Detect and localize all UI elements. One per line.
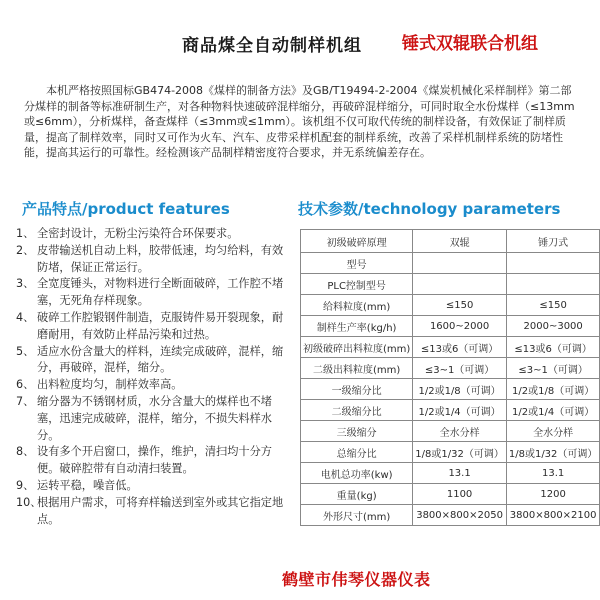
feature-text: 设有多个开启窗口，操作，维护，清扫均十分方便。破碎腔带有自动清扫装置。 [37, 445, 272, 476]
features-list [16, 226, 291, 528]
table-row [301, 337, 600, 358]
table-row [301, 253, 600, 274]
feature-item [16, 444, 291, 478]
feature-text: 破碎工作腔锻钢件制造，克服铸件易开裂现象，耐磨耐用，有效防止样品污染和过热。 [37, 310, 284, 341]
table-cell-hammer: 3800×800×2100 [506, 505, 600, 526]
table-cell-hammer: ≤13或6（可调） [506, 337, 600, 358]
feature-item [16, 226, 291, 243]
table-row [301, 463, 600, 484]
table-cell-double-roller: 1/2或1/8（可调） [413, 379, 507, 400]
table-cell-hammer: 1/8或1/32（可调） [506, 442, 600, 463]
table-cell-hammer: 2000~3000 [506, 316, 600, 337]
feature-number: 4、 [16, 310, 35, 324]
table-cell-double-roller: ≤3~1（可调） [413, 358, 507, 379]
table-cell-double-roller: 全水分样 [413, 421, 507, 442]
table-cell-double-roller: 1/8或1/32（可调） [413, 442, 507, 463]
page-title: 商品煤全自动制样机组 [182, 36, 362, 56]
table-cell-hammer: ≤3~1（可调） [506, 358, 600, 379]
feature-number: 5、 [16, 344, 35, 358]
table-row [301, 316, 600, 337]
table-cell-label: 型号 [301, 253, 413, 274]
feature-text: 根据用户需求，可将弃样输送到室外或其它指定地点。 [37, 495, 284, 526]
table-cell-label: 外形尺寸(mm) [301, 505, 413, 526]
feature-text: 出料粒度均匀，制样效率高。 [37, 378, 183, 392]
table-row [301, 358, 600, 379]
feature-text: 皮带输送机自动上料，胶带低速，均匀给料，有效防堵，保证正常运行。 [37, 243, 284, 274]
feature-item [16, 478, 291, 495]
feature-item [16, 495, 291, 529]
table-cell-double-roller: 1/2或1/4（可调） [413, 400, 507, 421]
table-row [301, 379, 600, 400]
table-cell-double-roller: 3800×800×2050 [413, 505, 507, 526]
table-cell-label: 三级缩分 [301, 421, 413, 442]
feature-text: 全密封设计，无粉尘污染符合环保要求。 [37, 227, 239, 240]
intro-paragraph: 本机严格按照国标GB474-2008《煤样的制备方法》及GB/T19494-2-2004《煤炭机械化采样制样》第二部分煤样的制备等标准研制生产，对各种物料快速破碎混样缩分，再破碎混样缩分，可同时取全水份煤样（≤13mm或≤6mm），分析煤样，备查煤样（≤3mm或≤1mm）。该机组不仅可取代传统的制样设备，有效保证了制样质量，提高了制样效率，同时又可作为火车、汽车、皮带采样机配套的制样系统，改善了采样机制样系统的防堵性能，提高其运行的可靠性。经检测该产品制样精密度符合要求，并无系统偏差存在。 [24, 84, 575, 160]
table-cell-hammer: 13.1 [506, 463, 600, 484]
feature-number: 7、 [16, 394, 35, 408]
tech-params-table [300, 229, 600, 526]
feature-number: 8、 [16, 445, 35, 459]
table-row [301, 421, 600, 442]
feature-number: 10、 [16, 495, 42, 509]
feature-number: 2、 [16, 243, 35, 257]
table-cell-label: 电机总功率(kw) [301, 463, 413, 484]
model-subtitle: 锤式双辊联合机组 [402, 34, 538, 54]
feature-text: 适应水份含量大的样料，连续完成破碎，混样，缩分，再破碎，混样，缩分。 [37, 344, 284, 375]
table-cell-hammer: 全水分样 [506, 421, 600, 442]
feature-item [16, 276, 291, 310]
table-cell-double-roller [413, 274, 507, 295]
feature-number: 6、 [16, 378, 35, 392]
feature-number: 9、 [16, 478, 35, 492]
table-cell-label: 初级破碎出料粒度(mm) [301, 337, 413, 358]
feature-text: 运转平稳，噪音低。 [37, 478, 138, 492]
features-heading: 产品特点/product features [22, 200, 230, 218]
feature-text: 全宽度锤头，对物料进行全断面破碎，工作腔不堵塞，无死角存样现象。 [37, 277, 284, 308]
table-cell-label: 二级出料粒度(mm) [301, 358, 413, 379]
table-cell-double-roller: 13.1 [413, 463, 507, 484]
table-cell-label: 制样生产率(kg/h) [301, 316, 413, 337]
table-cell-double-roller [413, 253, 507, 274]
table-row [301, 505, 600, 526]
tech-params-heading: 技术参数/technology parameters [298, 200, 561, 218]
table-cell-label: 重量(kg) [301, 484, 413, 505]
table-cell-label: 初级破碎原理 [301, 230, 413, 253]
table-cell-label: 二级缩分比 [301, 400, 413, 421]
table-cell-hammer: 锤刀式 [506, 230, 600, 253]
table-cell-hammer [506, 253, 600, 274]
table-cell-label: 一级缩分比 [301, 379, 413, 400]
table-cell-hammer: 1/2或1/4（可调） [506, 400, 600, 421]
table-cell-label: 给料粒度(mm) [301, 295, 413, 316]
table-cell-hammer [506, 274, 600, 295]
table-header-row [301, 230, 600, 253]
feature-item [16, 377, 291, 394]
table-cell-label: PLC控制型号 [301, 274, 413, 295]
table-cell-hammer: 1200 [506, 484, 600, 505]
feature-text: 缩分器为不锈钢材质，水分含量大的煤样也不堵塞，迅速完成破碎，混样，缩分，不损失料样水分。 [37, 394, 272, 442]
feature-item [16, 344, 291, 378]
table-row [301, 274, 600, 295]
company-name: 鹤壁市伟琴仪器仪表 [282, 570, 431, 589]
feature-number: 3、 [16, 277, 35, 291]
table-cell-double-roller: ≤150 [413, 295, 507, 316]
feature-item [16, 243, 291, 277]
table-row [301, 484, 600, 505]
table-cell-double-roller: ≤13或6（可调） [413, 337, 507, 358]
table-cell-label: 总缩分比 [301, 442, 413, 463]
table-row [301, 400, 600, 421]
table-cell-double-roller: 双辊 [413, 230, 507, 253]
feature-number: 1、 [16, 227, 35, 240]
table-cell-double-roller: 1600~2000 [413, 316, 507, 337]
feature-item [16, 394, 291, 444]
table-cell-double-roller: 1100 [413, 484, 507, 505]
table-cell-hammer: ≤150 [506, 295, 600, 316]
feature-item [16, 310, 291, 344]
table-row [301, 442, 600, 463]
table-cell-hammer: 1/2或1/8（可调） [506, 379, 600, 400]
table-row [301, 295, 600, 316]
